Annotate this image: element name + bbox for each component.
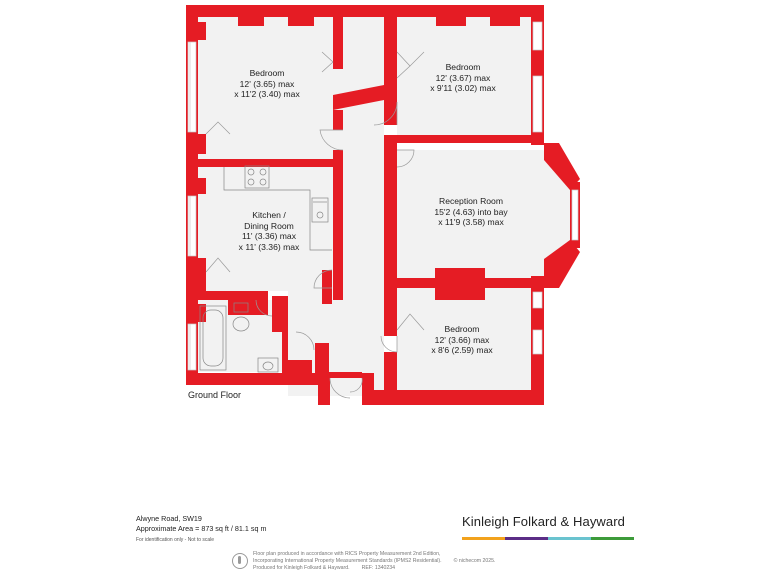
brand-bar-segment [462,537,505,540]
footer-line: Incorporating International Property Measurement Standards (IPMS2 Residential). © nichecom 2025. [253,558,496,564]
room-label-kitchen [239,210,300,252]
room-name: Bedroom [444,324,480,334]
footer-line: Floor plan produced in accordance with RICS Property Measurement 2nd Edition, [253,551,441,557]
brand-bar-segment [505,537,548,540]
disclaimer: For identification only - Not to scale [136,537,215,543]
property-address: Alwyne Road, SW19 [136,514,202,523]
property-info [136,514,266,545]
room-dimension: Dining Room [244,220,294,231]
footer-notes [253,551,495,572]
room-dimension: 12' (3.67) max [435,72,491,83]
floor-label: Ground Floor [188,390,242,400]
brand-logo: Kinleigh Folkard & Hayward [462,514,626,529]
room-dimension: 11' (3.36) max [241,231,297,241]
footer-line: Produced for Kinleigh Folkard & Hayward. REF: 1340234 [253,565,396,571]
brand-color-bar [462,537,634,540]
room-name: Kitchen / [252,210,286,220]
room-dimension: x 9'11 (3.02) max [430,83,496,93]
room-name: Bedroom [445,62,481,72]
room-dimension: 12' (3.65) max [239,78,295,89]
brand-bar-segment [548,537,591,540]
room-dimension: x 11'9 (3.58) max [438,217,504,227]
room-label-bedroom-1 [234,68,300,100]
brand-bar-segment [591,537,634,540]
property-area: Approximate Area = 873 sq ft / 81.1 sq m [136,524,267,533]
room-name: Reception Room [438,196,503,206]
room-dimension: 15'2 (4.63) into bay [434,206,508,217]
measurement-standard-icon [232,553,248,569]
room-label-reception [434,196,507,228]
footer-copyright: © nichecom 2025. [453,558,496,564]
room-name: Bedroom [249,68,285,78]
room-dimension: x 11' (3.36) max [238,241,300,252]
room-dimension: 12' (3.66) max [434,334,490,345]
room-label-bedroom-2 [430,62,496,94]
room-label-bedroom-3 [431,324,492,356]
room-dimension: x 8'6 (2.59) max [431,345,493,355]
footer-ref: REF: 1340234 [361,565,396,571]
room-dimension: x 11'2 (3.40) max [234,89,300,99]
